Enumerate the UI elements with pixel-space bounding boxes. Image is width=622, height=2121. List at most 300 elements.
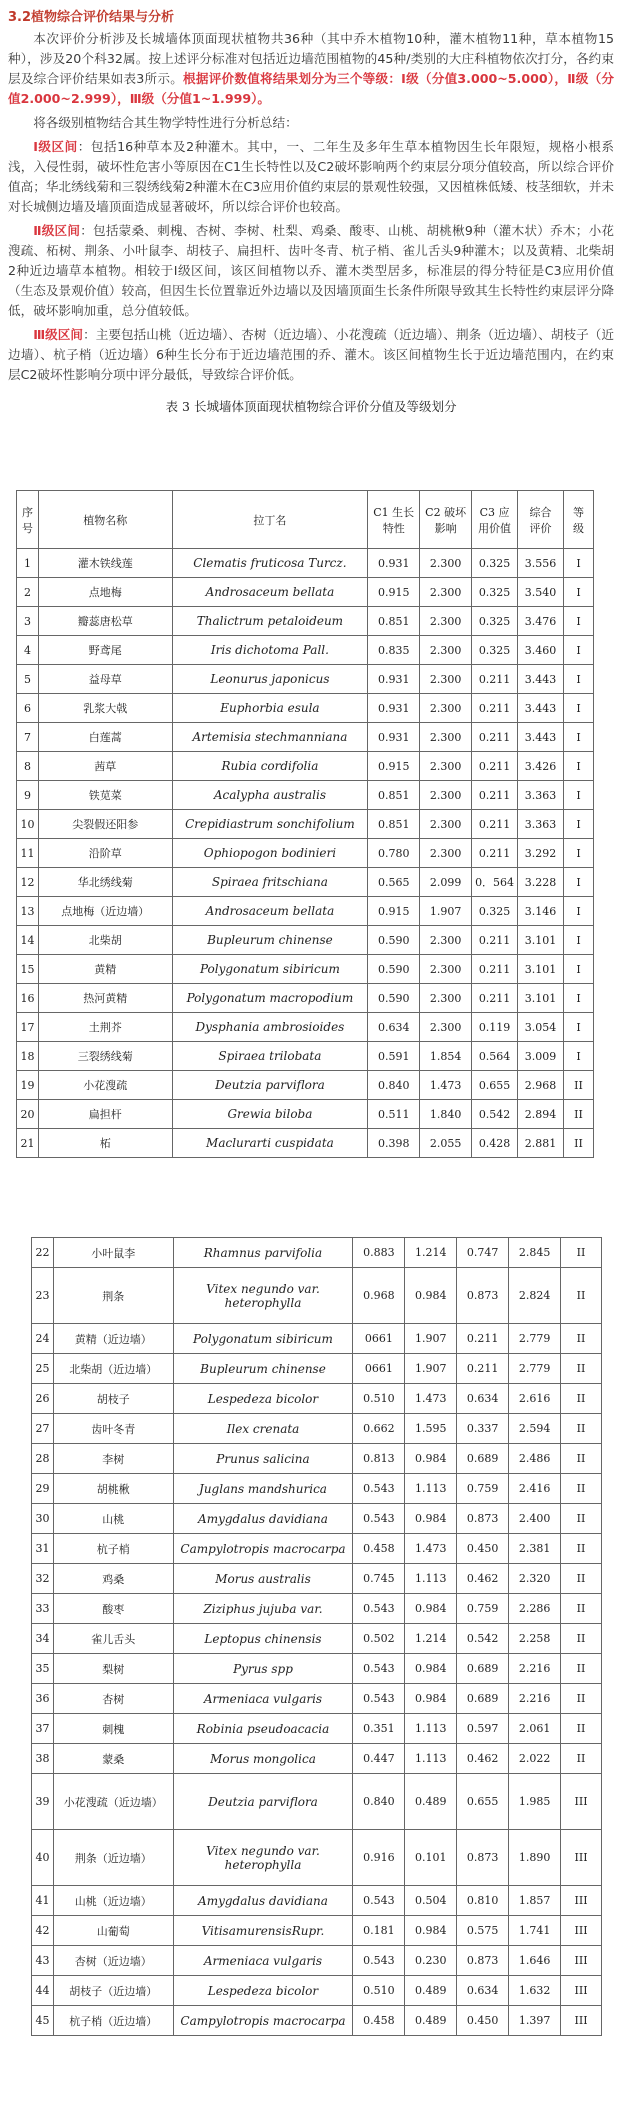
cell-grade: I	[564, 607, 594, 636]
cell-c1-growth: 0.398	[368, 1129, 420, 1158]
cell-no: 38	[32, 1744, 54, 1774]
table-row	[32, 1744, 602, 1774]
cell-latin-name: Spiraea trilobata	[172, 1042, 368, 1071]
cell-total-score: 2.968	[518, 1071, 564, 1100]
table-row	[32, 1916, 602, 1946]
cell-total-score: 2.845	[509, 1238, 561, 1268]
table-row	[17, 578, 594, 607]
cell-latin-name: Leonurus japonicus	[172, 665, 368, 694]
level-3-text: ：主要包括山桃（近边墙）、杏树（近边墙）、小花溲疏（近边墙）、荆条（近边墙）、胡枝子（近边墙）、杭子梢（近边墙）6种生长分布于近边墙范围的乔、灌木。该区间植物生长于近边墙范围内，在约束层C2破坏性影响分项中评分最低，导致综合评价低。	[8, 327, 614, 382]
cell-c1-growth: 0.840	[368, 1071, 420, 1100]
cell-c2-damage: 2.300	[420, 578, 472, 607]
cell-latin-name: Artemisia stechmanniana	[172, 723, 368, 752]
table-row	[17, 839, 594, 868]
cell-c3-value: 0.325	[472, 549, 518, 578]
cell-c1-growth: 0.510	[353, 1976, 405, 2006]
cell-no: 43	[32, 1946, 54, 1976]
cell-c3-value: 0.810	[457, 1886, 509, 1916]
cell-c2-damage: 0.101	[405, 1830, 457, 1886]
cell-plant-name: 柘	[38, 1129, 172, 1158]
cell-c3-value: 0.211	[457, 1324, 509, 1354]
table-row	[17, 1013, 594, 1042]
table-row	[32, 1946, 602, 1976]
table-row	[32, 1624, 602, 1654]
cell-grade: II	[561, 1744, 602, 1774]
cell-plant-name: 茜草	[38, 752, 172, 781]
cell-plant-name: 鸡桑	[53, 1564, 173, 1594]
cell-c1-growth: 0.662	[353, 1414, 405, 1444]
table-row	[32, 1714, 602, 1744]
cell-plant-name: 杭子梢	[53, 1534, 173, 1564]
level-2-label: Ⅱ级区间	[33, 223, 81, 238]
cell-plant-name: 荆条	[53, 1268, 173, 1324]
cell-c3-value: 0.211	[472, 723, 518, 752]
cell-c2-damage: 0.984	[405, 1684, 457, 1714]
cell-c2-damage: 2.300	[420, 1013, 472, 1042]
cell-total-score: 3.460	[518, 636, 564, 665]
cell-c3-value: 0.325	[472, 578, 518, 607]
cell-plant-name: 刺槐	[53, 1714, 173, 1744]
cell-total-score: 2.400	[509, 1504, 561, 1534]
cell-c2-damage: 1.473	[405, 1534, 457, 1564]
intro-highlight: 根据评价数值将结果划分为三个等级：Ⅰ级（分值3.000~5.000），Ⅱ级（分值2.000~2.999），Ⅲ级（分值1~1.999）。	[8, 71, 615, 106]
cell-c3-value: 0.597	[457, 1714, 509, 1744]
table-row	[17, 1100, 594, 1129]
cell-c3-value: 0.634	[457, 1976, 509, 2006]
cell-plant-name: 李树	[53, 1444, 173, 1474]
cell-c3-value: 0.873	[457, 1504, 509, 1534]
cell-grade: I	[564, 694, 594, 723]
cell-latin-name: Bupleurum chinense	[172, 926, 368, 955]
table-row	[32, 1238, 602, 1268]
cell-latin-name: Morus australis	[173, 1564, 353, 1594]
table-header-row	[17, 491, 594, 549]
cell-c3-value: 0.462	[457, 1564, 509, 1594]
table-row	[32, 1830, 602, 1886]
cell-plant-name: 三裂绣线菊	[38, 1042, 172, 1071]
cell-latin-name: Juglans mandshurica	[173, 1474, 353, 1504]
cell-latin-name: Iris dichotoma Pall.	[172, 636, 368, 665]
cell-c1-growth: 0.543	[353, 1654, 405, 1684]
cell-total-score: 3.292	[518, 839, 564, 868]
cell-c3-value: 0.325	[472, 897, 518, 926]
cell-c2-damage: 1.473	[405, 1384, 457, 1414]
cell-latin-name: Campylotropis macrocarpa	[173, 2006, 353, 2036]
cell-plant-name: 扁担杆	[38, 1100, 172, 1129]
cell-c1-growth: 0.458	[353, 2006, 405, 2036]
cell-c1-growth: 0.502	[353, 1624, 405, 1654]
header-c3: C3 应 用价值	[472, 491, 518, 549]
cell-grade: II	[561, 1474, 602, 1504]
cell-latin-name: Amygdalus davidiana	[173, 1886, 353, 1916]
cell-total-score: 2.320	[509, 1564, 561, 1594]
cell-latin-name: Grewia biloba	[172, 1100, 368, 1129]
cell-latin-name: Campylotropis macrocarpa	[173, 1534, 353, 1564]
cell-total-score: 1.890	[509, 1830, 561, 1886]
cell-c2-damage: 1.840	[420, 1100, 472, 1129]
cell-plant-name: 土荆芥	[38, 1013, 172, 1042]
header-grade: 等 级	[564, 491, 594, 549]
cell-plant-name: 梨树	[53, 1654, 173, 1684]
cell-c2-damage: 2.300	[420, 839, 472, 868]
cell-no: 11	[17, 839, 39, 868]
cell-no: 26	[32, 1384, 54, 1414]
cell-c1-growth: 0.543	[353, 1886, 405, 1916]
table-row	[32, 1474, 602, 1504]
cell-c1-growth: 0.851	[368, 810, 420, 839]
cell-latin-name: Spiraea fritschiana	[172, 868, 368, 897]
cell-c1-growth: 0.883	[353, 1238, 405, 1268]
cell-latin-name: Thalictrum petaloideum	[172, 607, 368, 636]
cell-latin-name: Lespedeza bicolor	[173, 1976, 353, 2006]
table-row	[32, 1534, 602, 1564]
cell-c2-damage: 1.214	[405, 1624, 457, 1654]
cell-grade: I	[564, 868, 594, 897]
cell-c1-growth: 0.851	[368, 607, 420, 636]
cell-total-score: 2.022	[509, 1744, 561, 1774]
cell-c2-damage: 2.300	[420, 752, 472, 781]
cell-c2-damage: 0.984	[405, 1594, 457, 1624]
cell-c1-growth: 0.511	[368, 1100, 420, 1129]
cell-c3-value: 0.759	[457, 1594, 509, 1624]
cell-c3-value: 0.119	[472, 1013, 518, 1042]
cell-plant-name: 杭子梢（近边墙）	[53, 2006, 173, 2036]
cell-no: 31	[32, 1534, 54, 1564]
cell-grade: II	[564, 1071, 594, 1100]
cell-no: 12	[17, 868, 39, 897]
cell-c2-damage: 2.300	[420, 810, 472, 839]
cell-c1-growth: 0.458	[353, 1534, 405, 1564]
cell-c2-damage: 1.595	[405, 1414, 457, 1444]
cell-latin-name: Deutzia parviflora	[173, 1774, 353, 1830]
table-row	[17, 1071, 594, 1100]
cell-c2-damage: 0.984	[405, 1268, 457, 1324]
table-row	[32, 1384, 602, 1414]
cell-c3-value: 0.575	[457, 1916, 509, 1946]
cell-grade: I	[564, 752, 594, 781]
cell-no: 3	[17, 607, 39, 636]
cell-c3-value: 0.337	[457, 1414, 509, 1444]
cell-latin-name: Armeniaca vulgaris	[173, 1946, 353, 1976]
cell-c2-damage: 1.113	[405, 1564, 457, 1594]
level-1-label: Ⅰ级区间	[33, 139, 78, 154]
cell-c1-growth: 0.181	[353, 1916, 405, 1946]
cell-total-score: 1.741	[509, 1916, 561, 1946]
cell-c2-damage: 0.489	[405, 2006, 457, 2036]
cell-no: 6	[17, 694, 39, 723]
level-2-text: ：包括蒙桑、刺槐、杏树、李树、杜梨、鸡桑、酸枣、山桃、胡桃楸9种（灌木状）乔木；小花溲疏、柘树、荆条、小叶鼠李、胡枝子、扁担杆、齿叶冬青、杭子梢、雀儿舌头9种灌木；以及黄精、北柴胡2种近边墙草本植物。相较于Ⅰ级区间，该区间植物以乔、灌木类型居多，标准层的得分特征是C3应用价值（生态及景观价值）较高，但因生长位置靠近外边墙以及因墙顶面生长条件所限导致其生长特性约束层评分降低，破坏影响加重，总分值较低。	[8, 223, 614, 318]
cell-c3-value: 0.450	[457, 1534, 509, 1564]
cell-total-score: 2.258	[509, 1624, 561, 1654]
cell-grade: III	[561, 1886, 602, 1916]
cell-c2-damage: 2.300	[420, 984, 472, 1013]
cell-c2-damage: 1.113	[405, 1714, 457, 1744]
cell-plant-name: 山桃（近边墙）	[53, 1886, 173, 1916]
cell-c3-value: 0.211	[472, 694, 518, 723]
cell-grade: II	[561, 1534, 602, 1564]
cell-latin-name: Androsaceum bellata	[172, 578, 368, 607]
cell-c1-growth: 0.915	[368, 578, 420, 607]
cell-no: 30	[32, 1504, 54, 1534]
table-row	[32, 2006, 602, 2036]
cell-c1-growth: 0.931	[368, 665, 420, 694]
cell-latin-name: Rhamnus parvifolia	[173, 1238, 353, 1268]
cell-grade: II	[561, 1444, 602, 1474]
cell-c1-growth: 0.543	[353, 1594, 405, 1624]
cell-no: 29	[32, 1474, 54, 1504]
table-row	[17, 1129, 594, 1158]
cell-plant-name: 雀儿舌头	[53, 1624, 173, 1654]
cell-c3-value: 0.211	[472, 955, 518, 984]
cell-c3-value: 0.655	[472, 1071, 518, 1100]
header-no: 序 号	[17, 491, 39, 549]
cell-no: 13	[17, 897, 39, 926]
cell-c3-value: 0.462	[457, 1744, 509, 1774]
cell-c2-damage: 0.984	[405, 1444, 457, 1474]
cell-c1-growth: 0.510	[353, 1384, 405, 1414]
cell-c3-value: 0.759	[457, 1474, 509, 1504]
cell-c1-growth: 0.590	[368, 926, 420, 955]
table-row	[17, 694, 594, 723]
table-row	[17, 1042, 594, 1071]
cell-no: 45	[32, 2006, 54, 2036]
cell-latin-name: Polygonatum sibiricum	[172, 955, 368, 984]
cell-c3-value: 0.325	[472, 636, 518, 665]
cell-c1-growth: 0.840	[353, 1774, 405, 1830]
cell-total-score: 2.894	[518, 1100, 564, 1129]
cell-no: 19	[17, 1071, 39, 1100]
cell-total-score: 3.443	[518, 694, 564, 723]
cell-grade: II	[561, 1324, 602, 1354]
cell-c2-damage: 1.113	[405, 1474, 457, 1504]
cell-c1-growth: 0.565	[368, 868, 420, 897]
cell-no: 9	[17, 781, 39, 810]
cell-grade: II	[561, 1684, 602, 1714]
cell-c3-value: 0.211	[472, 839, 518, 868]
cell-c2-damage: 2.300	[420, 549, 472, 578]
cell-no: 22	[32, 1238, 54, 1268]
level-3-paragraph	[8, 325, 614, 385]
cell-c1-growth: 0.813	[353, 1444, 405, 1474]
cell-no: 18	[17, 1042, 39, 1071]
cell-c2-damage: 0.489	[405, 1976, 457, 2006]
cell-grade: II	[564, 1100, 594, 1129]
cell-latin-name: VitisamurensisRupr.	[173, 1916, 353, 1946]
cell-latin-name: Vitex negundo var. heterophylla	[173, 1830, 353, 1886]
cell-grade: II	[561, 1504, 602, 1534]
table-row	[17, 607, 594, 636]
cell-c2-damage: 2.300	[420, 781, 472, 810]
cell-grade: II	[561, 1414, 602, 1444]
cell-total-score: 2.216	[509, 1684, 561, 1714]
cell-c1-growth: 0.835	[368, 636, 420, 665]
cell-total-score: 2.486	[509, 1444, 561, 1474]
header-name: 植物名称	[38, 491, 172, 549]
cell-c3-value: 0.211	[472, 984, 518, 1013]
cell-c2-damage: 1.473	[420, 1071, 472, 1100]
cell-total-score: 3.101	[518, 926, 564, 955]
cell-no: 20	[17, 1100, 39, 1129]
cell-latin-name: Prunus salicina	[173, 1444, 353, 1474]
cell-latin-name: Euphorbia esula	[172, 694, 368, 723]
cell-c2-damage: 2.300	[420, 926, 472, 955]
cell-c1-growth: 0661	[353, 1324, 405, 1354]
cell-plant-name: 小花溲疏（近边墙）	[53, 1774, 173, 1830]
cell-plant-name: 沿阶草	[38, 839, 172, 868]
cell-plant-name: 胡枝子（近边墙）	[53, 1976, 173, 2006]
cell-plant-name: 铁苋菜	[38, 781, 172, 810]
cell-no: 37	[32, 1714, 54, 1744]
intro-paragraph	[8, 29, 614, 109]
table-row	[17, 984, 594, 1013]
cell-c3-value: 0.873	[457, 1830, 509, 1886]
cell-plant-name: 点地梅	[38, 578, 172, 607]
cell-c2-damage: 0.230	[405, 1946, 457, 1976]
cell-c3-value: 0.747	[457, 1238, 509, 1268]
cell-no: 23	[32, 1268, 54, 1324]
cell-c3-value: 0.655	[457, 1774, 509, 1830]
cell-total-score: 1.646	[509, 1946, 561, 1976]
table-row	[32, 1564, 602, 1594]
cell-no: 28	[32, 1444, 54, 1474]
cell-c3-value: 0.542	[472, 1100, 518, 1129]
cell-plant-name: 黄精	[38, 955, 172, 984]
cell-latin-name: Pyrus spp	[173, 1654, 353, 1684]
cell-grade: I	[564, 549, 594, 578]
table-row	[32, 1594, 602, 1624]
cell-plant-name: 灌木铁线莲	[38, 549, 172, 578]
cell-total-score: 1.985	[509, 1774, 561, 1830]
cell-c3-value: 0.689	[457, 1684, 509, 1714]
cell-grade: I	[564, 1013, 594, 1042]
cell-plant-name: 酸枣	[53, 1594, 173, 1624]
table-row	[32, 1886, 602, 1916]
cell-plant-name: 尖裂假还阳参	[38, 810, 172, 839]
cell-c3-value: 0.428	[472, 1129, 518, 1158]
cell-c3-value: 0.873	[457, 1268, 509, 1324]
table-row	[32, 1444, 602, 1474]
cell-c3-value: 0．564	[472, 868, 518, 897]
cell-c2-damage: 0.984	[405, 1504, 457, 1534]
cell-c2-damage: 2.300	[420, 694, 472, 723]
cell-c3-value: 0.211	[472, 810, 518, 839]
cell-latin-name: Clematis fruticosa Turcz.	[172, 549, 368, 578]
cell-total-score: 3.228	[518, 868, 564, 897]
cell-grade: I	[564, 665, 594, 694]
cell-no: 14	[17, 926, 39, 955]
cell-plant-name: 齿叶冬青	[53, 1414, 173, 1444]
cell-total-score: 1.632	[509, 1976, 561, 2006]
cell-c1-growth: 0.590	[368, 984, 420, 1013]
cell-grade: III	[561, 1830, 602, 1886]
cell-total-score: 2.416	[509, 1474, 561, 1504]
table-row	[32, 1976, 602, 2006]
cell-plant-name: 北柴胡（近边墙）	[53, 1354, 173, 1384]
cell-c2-damage: 2.300	[420, 955, 472, 984]
cell-total-score: 2.594	[509, 1414, 561, 1444]
cell-total-score: 3.363	[518, 781, 564, 810]
cell-latin-name: Amygdalus davidiana	[173, 1504, 353, 1534]
cell-plant-name: 北柴胡	[38, 926, 172, 955]
cell-c1-growth: 0.634	[368, 1013, 420, 1042]
cell-total-score: 3.476	[518, 607, 564, 636]
cell-latin-name: Morus mongolica	[173, 1744, 353, 1774]
cell-total-score: 2.824	[509, 1268, 561, 1324]
cell-latin-name: Lespedeza bicolor	[173, 1384, 353, 1414]
intro-text: 本次评价分析涉及长城墙体顶面现状植物共36种（其中乔木植物10种，灌木植物11种，草本植物15种），涉及20个科32属。按上述评分标准对包括近边墙范围植物的45种/类别的大庄科植物依次打分，各约束层及综合评价结果如表3所示。	[8, 31, 614, 86]
table-row	[17, 810, 594, 839]
cell-c2-damage: 2.099	[420, 868, 472, 897]
table-row	[32, 1354, 602, 1384]
cell-c1-growth: 0.543	[353, 1504, 405, 1534]
cell-grade: I	[564, 839, 594, 868]
cell-plant-name: 山桃	[53, 1504, 173, 1534]
level-2-paragraph	[8, 221, 614, 321]
cell-grade: II	[561, 1594, 602, 1624]
cell-no: 35	[32, 1654, 54, 1684]
cell-no: 17	[17, 1013, 39, 1042]
cell-no: 39	[32, 1774, 54, 1830]
cell-grade: I	[564, 781, 594, 810]
header-c1: C1 生长 特性	[368, 491, 420, 549]
cell-grade: I	[564, 578, 594, 607]
cell-total-score: 3.363	[518, 810, 564, 839]
cell-c2-damage: 1.214	[405, 1238, 457, 1268]
level-1-paragraph	[8, 137, 614, 217]
cell-grade: I	[564, 955, 594, 984]
cell-latin-name: Ophiopogon bodinieri	[172, 839, 368, 868]
cell-c2-damage: 1.907	[405, 1324, 457, 1354]
cell-c1-growth: 0.543	[353, 1474, 405, 1504]
cell-c2-damage: 1.907	[405, 1354, 457, 1384]
cell-c1-growth: 0.351	[353, 1714, 405, 1744]
cell-plant-name: 白莲蒿	[38, 723, 172, 752]
cell-total-score: 3.101	[518, 984, 564, 1013]
cell-no: 21	[17, 1129, 39, 1158]
cell-latin-name: Robinia pseudoacacia	[173, 1714, 353, 1744]
cell-c1-growth: 0.931	[368, 549, 420, 578]
cell-grade: II	[561, 1268, 602, 1324]
cell-latin-name: Ilex crenata	[173, 1414, 353, 1444]
table-row	[17, 549, 594, 578]
cell-plant-name: 野鸢尾	[38, 636, 172, 665]
cell-latin-name: Vitex negundo var. heterophylla	[173, 1268, 353, 1324]
cell-total-score: 2.779	[509, 1354, 561, 1384]
cell-plant-name: 热河黄精	[38, 984, 172, 1013]
cell-no: 2	[17, 578, 39, 607]
cell-latin-name: Rubia cordifolia	[172, 752, 368, 781]
table-row	[32, 1504, 602, 1534]
cell-c3-value: 0.542	[457, 1624, 509, 1654]
cell-no: 44	[32, 1976, 54, 2006]
cell-no: 42	[32, 1916, 54, 1946]
table-row	[17, 752, 594, 781]
cell-no: 5	[17, 665, 39, 694]
cell-grade: III	[561, 2006, 602, 2036]
cell-grade: III	[561, 1774, 602, 1830]
cell-plant-name: 小花溲疏	[38, 1071, 172, 1100]
cell-c1-growth: 0.915	[368, 897, 420, 926]
cell-total-score: 2.881	[518, 1129, 564, 1158]
cell-total-score: 3.054	[518, 1013, 564, 1042]
cell-plant-name: 杏树	[53, 1684, 173, 1714]
cell-grade: II	[561, 1564, 602, 1594]
cell-total-score: 3.443	[518, 723, 564, 752]
table-title: 表 3 长城墙体顶面现状植物综合评价分值及等级划分	[165, 399, 457, 414]
cell-grade: I	[564, 1042, 594, 1071]
cell-c3-value: 0.873	[457, 1946, 509, 1976]
cell-c2-damage: 0.984	[405, 1916, 457, 1946]
